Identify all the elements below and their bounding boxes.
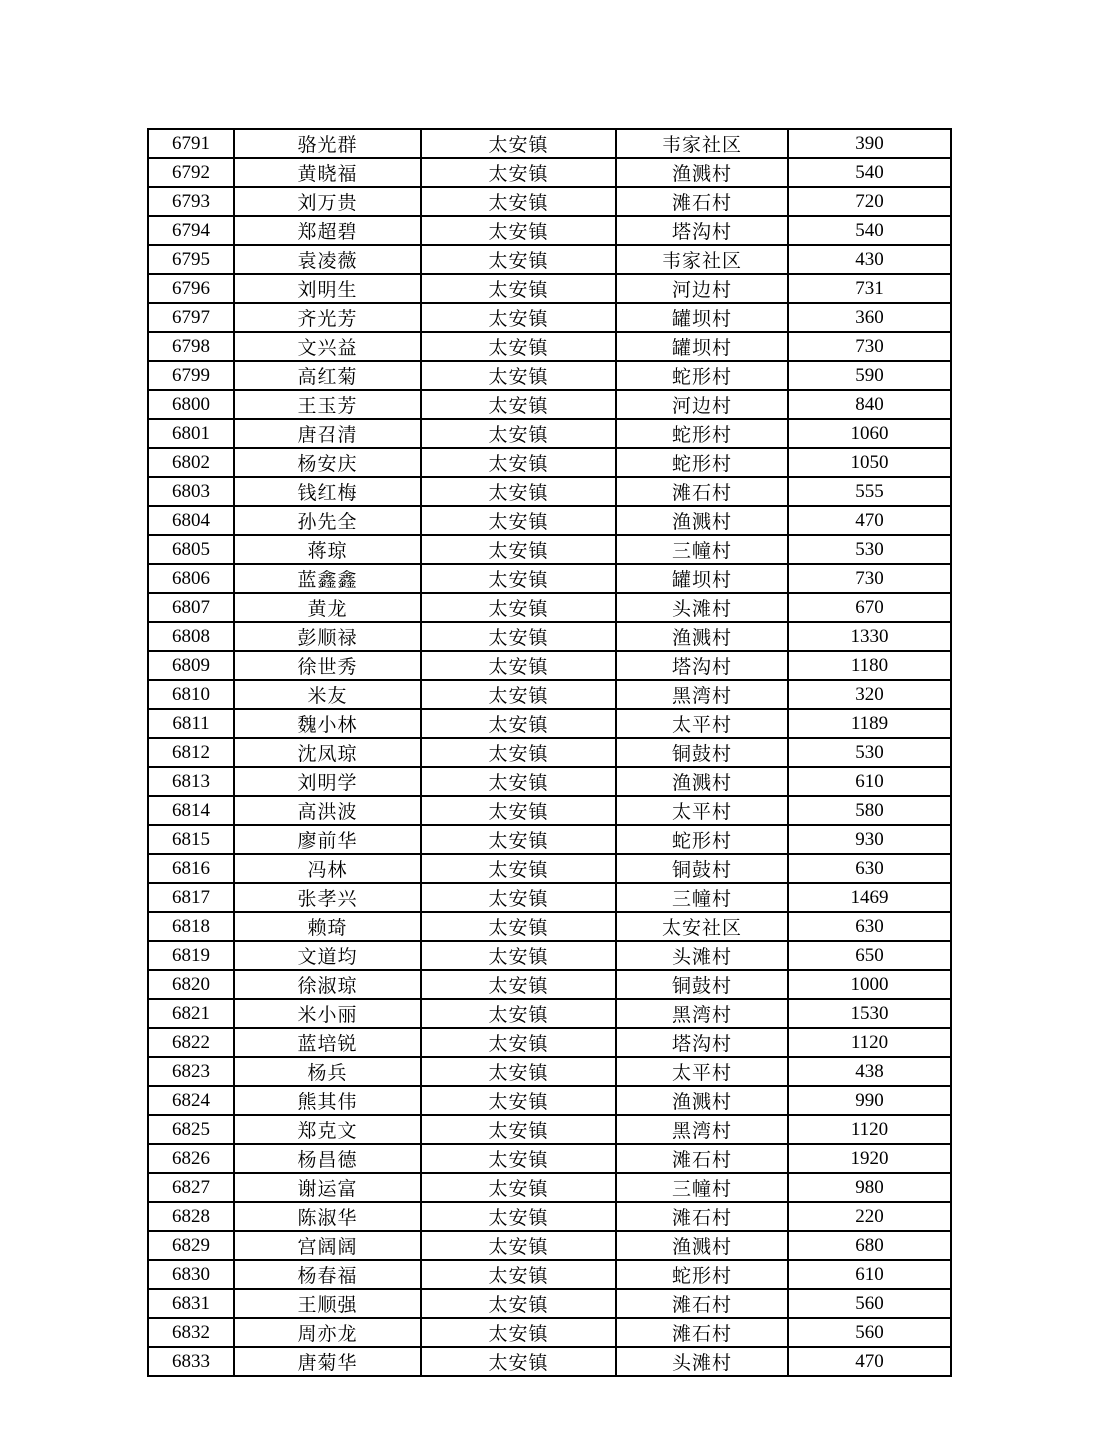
table-cell-name: 沈凤琼 [234, 738, 421, 767]
table-cell-name: 骆光群 [234, 129, 421, 158]
table-row [148, 1144, 951, 1173]
table-cell-village: 塔沟村 [616, 1028, 788, 1057]
table-cell-village: 太平村 [616, 1057, 788, 1086]
table-cell-id: 6822 [148, 1028, 234, 1057]
table-row [148, 448, 951, 477]
table-cell-amount: 1469 [788, 883, 951, 912]
table-cell-name: 刘明生 [234, 274, 421, 303]
table-cell-amount: 720 [788, 187, 951, 216]
table-cell-amount: 840 [788, 390, 951, 419]
table-cell-name: 郑克文 [234, 1115, 421, 1144]
table-cell-id: 6817 [148, 883, 234, 912]
table-cell-town: 太安镇 [421, 1289, 616, 1318]
table-cell-amount: 530 [788, 535, 951, 564]
table-row [148, 680, 951, 709]
table-cell-id: 6812 [148, 738, 234, 767]
table-cell-amount: 560 [788, 1289, 951, 1318]
table-cell-amount: 1180 [788, 651, 951, 680]
table-cell-id: 6793 [148, 187, 234, 216]
table-cell-name: 冯林 [234, 854, 421, 883]
table-cell-amount: 730 [788, 564, 951, 593]
table-cell-amount: 980 [788, 1173, 951, 1202]
table-cell-town: 太安镇 [421, 274, 616, 303]
table-cell-town: 太安镇 [421, 216, 616, 245]
table-cell-id: 6799 [148, 361, 234, 390]
table-cell-amount: 220 [788, 1202, 951, 1231]
table-cell-town: 太安镇 [421, 1318, 616, 1347]
table-row [148, 419, 951, 448]
table-row [148, 593, 951, 622]
table-cell-id: 6792 [148, 158, 234, 187]
table-cell-id: 6803 [148, 477, 234, 506]
table-cell-id: 6791 [148, 129, 234, 158]
table-row [148, 274, 951, 303]
table-cell-id: 6829 [148, 1231, 234, 1260]
table-cell-name: 杨春福 [234, 1260, 421, 1289]
table-row [148, 651, 951, 680]
table-cell-village: 太平村 [616, 709, 788, 738]
table-cell-amount: 930 [788, 825, 951, 854]
table-cell-name: 黄龙 [234, 593, 421, 622]
table-cell-id: 6797 [148, 303, 234, 332]
table-row [148, 999, 951, 1028]
table-cell-name: 高红菊 [234, 361, 421, 390]
table-cell-town: 太安镇 [421, 999, 616, 1028]
table-cell-village: 河边村 [616, 390, 788, 419]
table-row [148, 303, 951, 332]
table-cell-name: 齐光芳 [234, 303, 421, 332]
table-cell-amount: 730 [788, 332, 951, 361]
table-cell-village: 渔溅村 [616, 506, 788, 535]
table-cell-id: 6823 [148, 1057, 234, 1086]
table-cell-id: 6820 [148, 970, 234, 999]
table-row [148, 535, 951, 564]
table-cell-town: 太安镇 [421, 535, 616, 564]
table-cell-name: 唐召清 [234, 419, 421, 448]
table-cell-town: 太安镇 [421, 1202, 616, 1231]
table-cell-amount: 670 [788, 593, 951, 622]
table-cell-name: 蓝培锐 [234, 1028, 421, 1057]
table-cell-village: 渔溅村 [616, 1086, 788, 1115]
table-cell-village: 渔溅村 [616, 622, 788, 651]
table-cell-name: 魏小林 [234, 709, 421, 738]
table-cell-village: 铜鼓村 [616, 854, 788, 883]
table-cell-id: 6832 [148, 1318, 234, 1347]
table-cell-town: 太安镇 [421, 709, 616, 738]
table-row [148, 796, 951, 825]
table-cell-village: 塔沟村 [616, 651, 788, 680]
table-cell-village: 三幢村 [616, 883, 788, 912]
table-cell-amount: 1920 [788, 1144, 951, 1173]
table-cell-town: 太安镇 [421, 1144, 616, 1173]
table-cell-town: 太安镇 [421, 970, 616, 999]
table-cell-id: 6830 [148, 1260, 234, 1289]
table-cell-id: 6833 [148, 1347, 234, 1376]
table-cell-id: 6808 [148, 622, 234, 651]
table-row [148, 506, 951, 535]
table-cell-id: 6831 [148, 1289, 234, 1318]
table-cell-amount: 560 [788, 1318, 951, 1347]
table-cell-name: 钱红梅 [234, 477, 421, 506]
table-cell-village: 蛇形村 [616, 448, 788, 477]
table-row [148, 1173, 951, 1202]
table-row [148, 332, 951, 361]
table-cell-id: 6810 [148, 680, 234, 709]
table-cell-name: 王玉芳 [234, 390, 421, 419]
table-cell-amount: 650 [788, 941, 951, 970]
table-cell-amount: 1330 [788, 622, 951, 651]
table-row [148, 854, 951, 883]
table-cell-village: 三幢村 [616, 535, 788, 564]
table-cell-id: 6805 [148, 535, 234, 564]
table-row [148, 1057, 951, 1086]
table-cell-name: 刘万贵 [234, 187, 421, 216]
table-cell-village: 罐坝村 [616, 303, 788, 332]
table-cell-name: 谢运富 [234, 1173, 421, 1202]
table-cell-town: 太安镇 [421, 1115, 616, 1144]
table-cell-id: 6819 [148, 941, 234, 970]
table-cell-amount: 610 [788, 767, 951, 796]
table-cell-village: 滩石村 [616, 1289, 788, 1318]
table-cell-amount: 320 [788, 680, 951, 709]
table-cell-name: 杨昌德 [234, 1144, 421, 1173]
table-cell-id: 6828 [148, 1202, 234, 1231]
table-cell-id: 6826 [148, 1144, 234, 1173]
table-cell-town: 太安镇 [421, 506, 616, 535]
table-row [148, 941, 951, 970]
table-cell-village: 黑湾村 [616, 1115, 788, 1144]
table-cell-name: 唐菊华 [234, 1347, 421, 1376]
table-cell-village: 渔溅村 [616, 1231, 788, 1260]
table-cell-amount: 1060 [788, 419, 951, 448]
records-table [147, 128, 952, 1377]
table-row [148, 1347, 951, 1376]
table-row [148, 1202, 951, 1231]
table-cell-id: 6801 [148, 419, 234, 448]
table-cell-village: 头滩村 [616, 1347, 788, 1376]
table-row [148, 187, 951, 216]
table-cell-town: 太安镇 [421, 825, 616, 854]
table-row [148, 1289, 951, 1318]
table-cell-village: 滩石村 [616, 187, 788, 216]
table-cell-village: 韦家社区 [616, 245, 788, 274]
table-cell-name: 周亦龙 [234, 1318, 421, 1347]
table-cell-village: 头滩村 [616, 593, 788, 622]
table-cell-amount: 1050 [788, 448, 951, 477]
table-cell-village: 蛇形村 [616, 361, 788, 390]
table-cell-town: 太安镇 [421, 767, 616, 796]
table-cell-id: 6818 [148, 912, 234, 941]
table-cell-name: 孙先全 [234, 506, 421, 535]
table-cell-name: 张孝兴 [234, 883, 421, 912]
table-row [148, 1028, 951, 1057]
table-cell-amount: 438 [788, 1057, 951, 1086]
table-cell-village: 塔沟村 [616, 216, 788, 245]
table-cell-amount: 630 [788, 854, 951, 883]
table-cell-village: 罐坝村 [616, 564, 788, 593]
table-cell-name: 米友 [234, 680, 421, 709]
table-row [148, 709, 951, 738]
table-row [148, 767, 951, 796]
table-cell-id: 6802 [148, 448, 234, 477]
table-cell-village: 蛇形村 [616, 419, 788, 448]
table-cell-name: 高洪波 [234, 796, 421, 825]
table-cell-id: 6811 [148, 709, 234, 738]
table-row [148, 564, 951, 593]
table-row [148, 1231, 951, 1260]
table-row [148, 216, 951, 245]
table-cell-town: 太安镇 [421, 390, 616, 419]
table-row [148, 245, 951, 274]
table-cell-village: 太安社区 [616, 912, 788, 941]
table-cell-id: 6804 [148, 506, 234, 535]
table-cell-id: 6798 [148, 332, 234, 361]
table-cell-name: 廖前华 [234, 825, 421, 854]
table-cell-village: 头滩村 [616, 941, 788, 970]
table-row [148, 1260, 951, 1289]
table-cell-amount: 540 [788, 216, 951, 245]
table-cell-town: 太安镇 [421, 1347, 616, 1376]
table-cell-town: 太安镇 [421, 651, 616, 680]
table-cell-town: 太安镇 [421, 332, 616, 361]
table-cell-town: 太安镇 [421, 593, 616, 622]
table-cell-village: 蛇形村 [616, 1260, 788, 1289]
table-cell-name: 黄晓福 [234, 158, 421, 187]
table-cell-village: 渔溅村 [616, 158, 788, 187]
table-cell-amount: 430 [788, 245, 951, 274]
table-cell-town: 太安镇 [421, 448, 616, 477]
records-table-body [148, 129, 951, 1376]
table-cell-amount: 1000 [788, 970, 951, 999]
table-cell-amount: 390 [788, 129, 951, 158]
table-cell-town: 太安镇 [421, 796, 616, 825]
table-cell-village: 滩石村 [616, 1202, 788, 1231]
table-cell-amount: 610 [788, 1260, 951, 1289]
table-cell-town: 太安镇 [421, 854, 616, 883]
table-cell-amount: 630 [788, 912, 951, 941]
table-cell-name: 蓝鑫鑫 [234, 564, 421, 593]
table-cell-amount: 590 [788, 361, 951, 390]
table-row [148, 912, 951, 941]
table-cell-town: 太安镇 [421, 1086, 616, 1115]
table-cell-town: 太安镇 [421, 158, 616, 187]
table-cell-id: 6825 [148, 1115, 234, 1144]
table-row [148, 738, 951, 767]
table-cell-amount: 680 [788, 1231, 951, 1260]
table-cell-town: 太安镇 [421, 129, 616, 158]
table-cell-town: 太安镇 [421, 361, 616, 390]
table-cell-name: 袁凌薇 [234, 245, 421, 274]
table-cell-village: 韦家社区 [616, 129, 788, 158]
table-cell-village: 黑湾村 [616, 680, 788, 709]
table-cell-amount: 731 [788, 274, 951, 303]
table-cell-name: 徐世秀 [234, 651, 421, 680]
table-cell-id: 6815 [148, 825, 234, 854]
table-cell-name: 杨安庆 [234, 448, 421, 477]
table-cell-village: 河边村 [616, 274, 788, 303]
table-cell-amount: 1530 [788, 999, 951, 1028]
table-row [148, 158, 951, 187]
table-cell-town: 太安镇 [421, 1057, 616, 1086]
table-cell-amount: 1120 [788, 1028, 951, 1057]
table-cell-name: 王顺强 [234, 1289, 421, 1318]
table-row [148, 622, 951, 651]
table-cell-amount: 990 [788, 1086, 951, 1115]
table-cell-amount: 555 [788, 477, 951, 506]
table-cell-town: 太安镇 [421, 303, 616, 332]
table-cell-amount: 540 [788, 158, 951, 187]
table-cell-name: 熊其伟 [234, 1086, 421, 1115]
table-cell-village: 黑湾村 [616, 999, 788, 1028]
table-cell-name: 彭顺禄 [234, 622, 421, 651]
table-cell-id: 6800 [148, 390, 234, 419]
table-row [148, 1318, 951, 1347]
table-cell-town: 太安镇 [421, 941, 616, 970]
table-cell-town: 太安镇 [421, 883, 616, 912]
table-cell-name: 赖琦 [234, 912, 421, 941]
table-row [148, 390, 951, 419]
table-cell-name: 陈淑华 [234, 1202, 421, 1231]
table-cell-town: 太安镇 [421, 622, 616, 651]
table-cell-name: 宫阔阔 [234, 1231, 421, 1260]
table-cell-town: 太安镇 [421, 912, 616, 941]
table-cell-town: 太安镇 [421, 680, 616, 709]
table-cell-amount: 360 [788, 303, 951, 332]
table-row [148, 1086, 951, 1115]
table-cell-amount: 1120 [788, 1115, 951, 1144]
table-cell-village: 铜鼓村 [616, 970, 788, 999]
table-cell-town: 太安镇 [421, 187, 616, 216]
table-cell-id: 6794 [148, 216, 234, 245]
table-cell-town: 太安镇 [421, 738, 616, 767]
table-cell-name: 蒋琼 [234, 535, 421, 564]
table-cell-id: 6807 [148, 593, 234, 622]
table-cell-amount: 470 [788, 1347, 951, 1376]
table-row [148, 1115, 951, 1144]
table-cell-village: 太平村 [616, 796, 788, 825]
table-cell-id: 6806 [148, 564, 234, 593]
table-cell-id: 6813 [148, 767, 234, 796]
table-cell-id: 6809 [148, 651, 234, 680]
table-cell-amount: 1189 [788, 709, 951, 738]
table-cell-amount: 530 [788, 738, 951, 767]
table-cell-village: 铜鼓村 [616, 738, 788, 767]
table-cell-village: 滩石村 [616, 477, 788, 506]
table-cell-village: 滩石村 [616, 1318, 788, 1347]
table-cell-id: 6827 [148, 1173, 234, 1202]
table-cell-id: 6814 [148, 796, 234, 825]
table-cell-village: 罐坝村 [616, 332, 788, 361]
table-cell-id: 6795 [148, 245, 234, 274]
table-cell-name: 米小丽 [234, 999, 421, 1028]
table-cell-name: 刘明学 [234, 767, 421, 796]
table-row [148, 825, 951, 854]
table-cell-name: 郑超碧 [234, 216, 421, 245]
table-cell-id: 6796 [148, 274, 234, 303]
table-cell-town: 太安镇 [421, 1173, 616, 1202]
table-row [148, 361, 951, 390]
table-cell-name: 文道均 [234, 941, 421, 970]
table-cell-town: 太安镇 [421, 1260, 616, 1289]
table-cell-id: 6816 [148, 854, 234, 883]
table-row [148, 970, 951, 999]
table-cell-amount: 470 [788, 506, 951, 535]
table-cell-town: 太安镇 [421, 477, 616, 506]
table-cell-town: 太安镇 [421, 1231, 616, 1260]
table-cell-town: 太安镇 [421, 245, 616, 274]
table-cell-town: 太安镇 [421, 419, 616, 448]
table-cell-village: 滩石村 [616, 1144, 788, 1173]
table-cell-name: 杨兵 [234, 1057, 421, 1086]
table-row [148, 129, 951, 158]
table-cell-name: 文兴益 [234, 332, 421, 361]
table-cell-town: 太安镇 [421, 564, 616, 593]
table-cell-id: 6821 [148, 999, 234, 1028]
table-cell-town: 太安镇 [421, 1028, 616, 1057]
table-cell-village: 渔溅村 [616, 767, 788, 796]
table-cell-village: 三幢村 [616, 1173, 788, 1202]
table-cell-name: 徐淑琼 [234, 970, 421, 999]
table-cell-id: 6824 [148, 1086, 234, 1115]
table-row [148, 883, 951, 912]
table-row [148, 477, 951, 506]
table-cell-amount: 580 [788, 796, 951, 825]
table-cell-village: 蛇形村 [616, 825, 788, 854]
